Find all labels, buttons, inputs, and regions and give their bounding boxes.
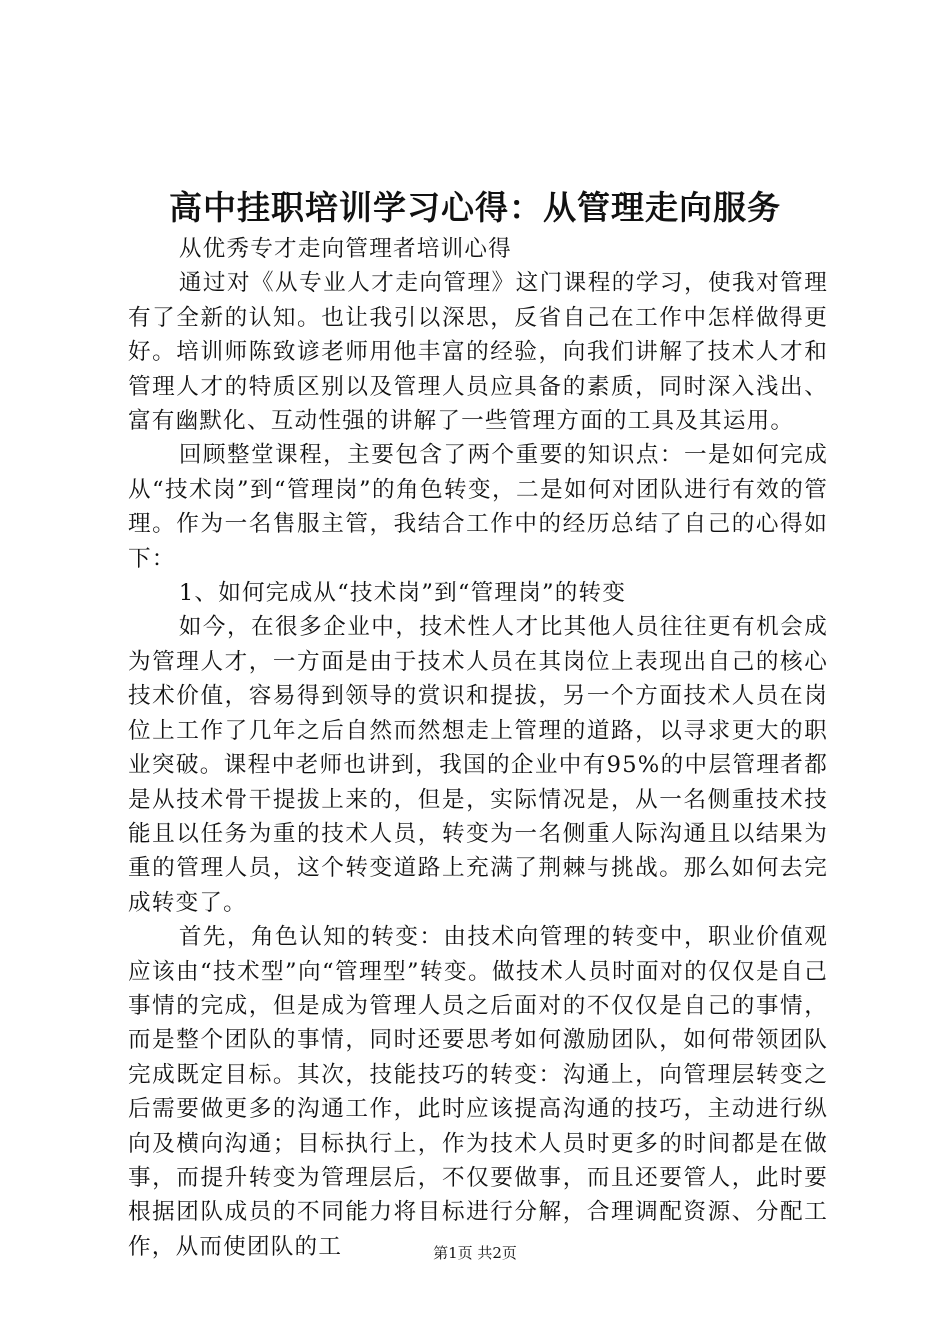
paragraph: 通过对《从专业人才走向管理》这门课程的学习，使我对管理有了全新的认知。也让我引以深思，反省自己在工作中怎样做得更好。培训师陈致谚老师用他丰富的经验，向我们讲解了技术人才和管理人才的特质区别以及管理人员应具备的素质，同时深入浅出、富有幽默化、互动性强的讲解了一些管理方面的工具及其运用。 xyxy=(128,270,828,435)
document-body xyxy=(128,232,828,1264)
paragraph-subtitle: 从优秀专才走向管理者培训心得 xyxy=(178,236,512,262)
page-number-footer: 第1页 共2页 xyxy=(433,1244,517,1262)
paragraph: 回顾整堂课程，主要包含了两个重要的知识点：一是如何完成从“技术岗”到“管理岗”的角色转变，二是如何对团队进行有效的管理。作为一名售服主管，我结合工作中的经历总结了自己的心得如下： xyxy=(128,442,828,572)
paragraph: 首先，角色认知的转变：由技术向管理的转变中，职业价值观应该由“技术型”向“管理型”转变。做技术人员时面对的仅仅是自己事情的完成，但是成为管理人员之后面对的不仅仅是自己的事情，而是整个团队的事情，同时还要思考如何激励团队，如何带领团队完成既定目标。其次，技能技巧的转变：沟通上，向管理层转变之后需要做更多的沟通工作，此时应该提高沟通的技巧，主动进行纵向及横向沟通；目标执行上，作为技术人员时更多的时间都是在做事，而提升转变为管理层后，不仅要做事，而且还要管人，此时要根据团队成员的不同能力将目标进行分解，合理调配资源、分配工作，从而使团队的工 xyxy=(128,924,828,1260)
document-title: 高中挂职培训学习心得：从管理走向服务 xyxy=(169,188,781,227)
section-heading: 1、如何完成从“技术岗”到“管理岗”的转变 xyxy=(178,580,627,607)
paragraph: 如今，在很多企业中，技术性人才比其他人员往往更有机会成为管理人才，一方面是由于技术人员在其岗位上表现出自己的核心技术价值，容易得到领导的赏识和提拔，另一个方面技术人员在岗位上工作了几年之后自然而然想走上管理的道路，以寻求更大的职业突破。课程中老师也讲到，我国的企业中有95%的中层管理者都是从技术骨干提拔上来的，但是，实际情况是，从一名侧重技术技能且以任务为重的技术人员，转变为一名侧重人际沟通且以结果为重的管理人员，这个转变道路上充满了荆棘与挑战。那么如何去完成转变了。 xyxy=(128,614,828,916)
